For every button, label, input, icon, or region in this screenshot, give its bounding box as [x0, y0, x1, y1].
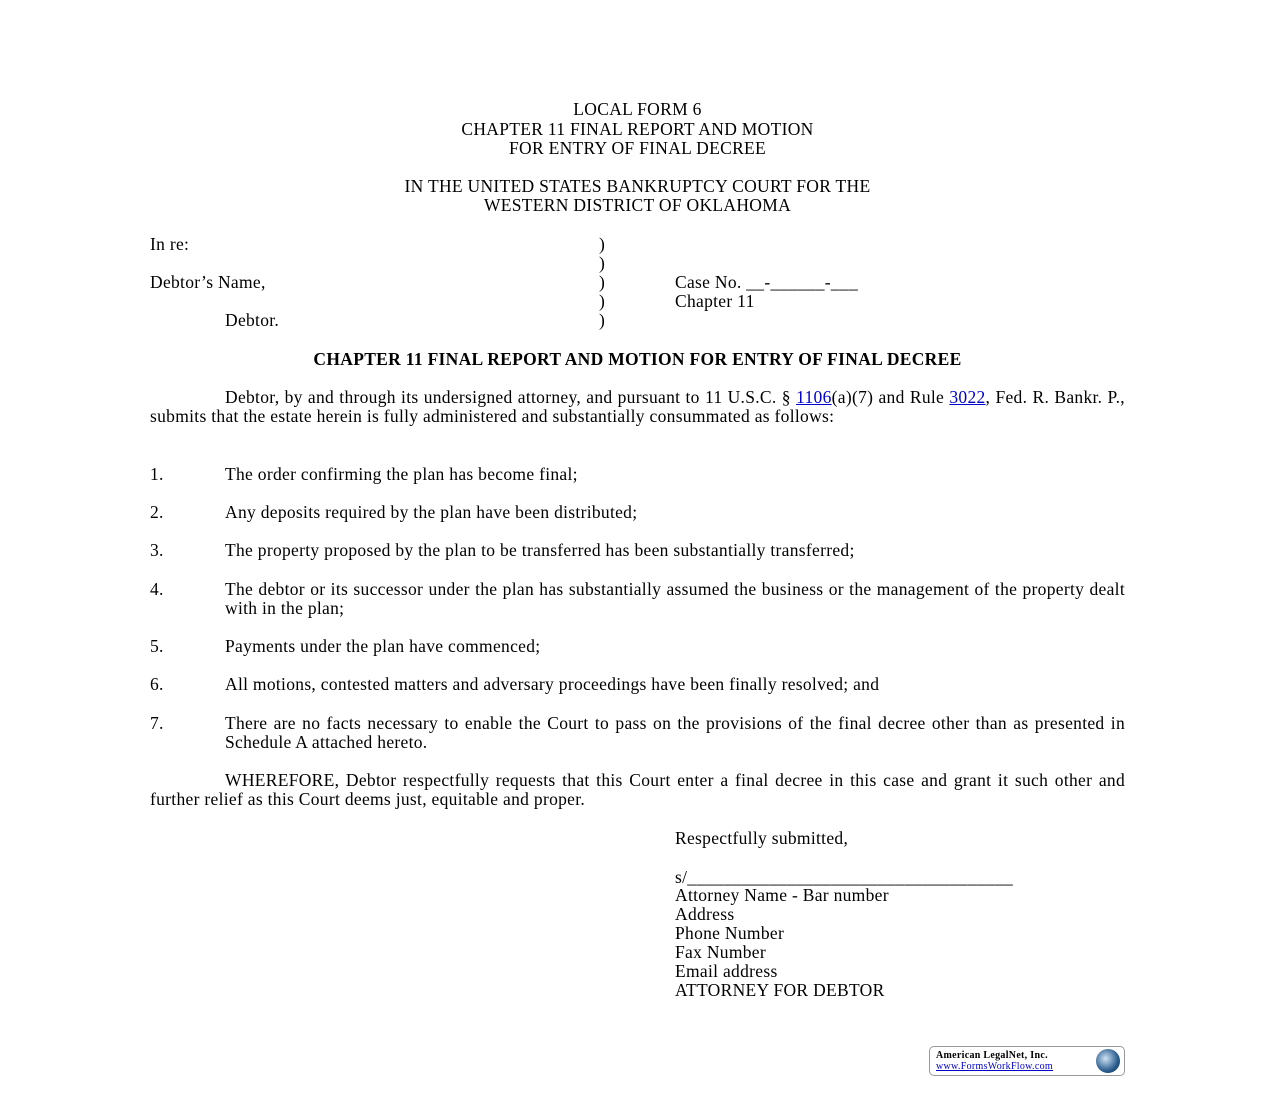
- item-text: The property proposed by the plan to be transferred has been substantially transferred;: [225, 540, 855, 560]
- attorney-address: Address: [675, 904, 735, 924]
- caption-paren: ): [599, 291, 606, 311]
- court-name: IN THE UNITED STATES BANKRUPTCY COURT FOR THE: [404, 176, 871, 196]
- rule-link-3022[interactable]: 3022: [949, 387, 986, 407]
- intro-paragraph: [150, 388, 1125, 426]
- form-title-line1: CHAPTER 11 FINAL REPORT AND MOTION: [461, 119, 814, 139]
- item-text: All motions, contested matters and adversary proceedings have been finally resolved; and: [225, 674, 880, 694]
- attorney-phone: Phone Number: [675, 923, 785, 943]
- item-text: Payments under the plan have commenced;: [225, 636, 541, 656]
- form-number: LOCAL FORM 6: [573, 99, 702, 119]
- logo-company: American LegalNet, Inc.: [936, 1050, 1048, 1061]
- american-legalnet-logo[interactable]: [929, 1046, 1125, 1076]
- caption-paren: ): [599, 234, 606, 254]
- statute-link-1106[interactable]: 1106: [796, 387, 832, 407]
- item-number: 4.: [150, 579, 164, 599]
- closing: Respectfully submitted,: [675, 828, 849, 848]
- item-number: 1.: [150, 464, 164, 484]
- item-number: 3.: [150, 540, 164, 560]
- form-title-line2: FOR ENTRY OF FINAL DECREE: [508, 138, 767, 158]
- item-number: 5.: [150, 636, 164, 656]
- court-district: WESTERN DISTRICT OF OKLAHOMA: [483, 195, 792, 215]
- attorney-name: Attorney Name - Bar number: [675, 885, 889, 905]
- in-re-label: In re:: [150, 234, 190, 254]
- caption-paren: ): [599, 253, 606, 273]
- intro-text: (a)(7) and Rule: [831, 387, 950, 407]
- item-text: Any deposits required by the plan have been distributed;: [225, 502, 638, 522]
- item-number: 7.: [150, 713, 164, 733]
- chapter-label: Chapter 11: [675, 291, 755, 311]
- item-text: There are no facts necessary to enable the Court to pass on the provisions of the final decree other than as presented in Schedule A attached hereto.: [225, 713, 1125, 752]
- wherefore-paragraph: WHEREFORE, Debtor respectfully requests that this Court enter a final decree in this case and grant it such other and further relief as this Court deems just, equitable and proper.: [150, 770, 1125, 809]
- attorney-role: ATTORNEY FOR DEBTOR: [675, 980, 885, 1000]
- attorney-email: Email address: [675, 961, 778, 981]
- intro-text: , Fed. R. Bankr. P., submits that the estate herein is fully administered and substantially consummated as follows:: [150, 387, 1125, 426]
- intro-text: Debtor, by and through its undersigned attorney, and pursuant to 11 U.S.C. §: [225, 387, 797, 407]
- item-number: 2.: [150, 502, 164, 522]
- case-number: Case No. __-______-___: [675, 272, 859, 292]
- motion-title: CHAPTER 11 FINAL REPORT AND MOTION FOR ENTRY OF FINAL DECREE: [313, 349, 962, 369]
- debtor-label: Debtor.: [225, 310, 280, 330]
- debtor-name-label: Debtor’s Name,: [150, 272, 266, 292]
- signature-line: s/____________________________________: [675, 867, 1014, 887]
- logo-url[interactable]: www.FormsWorkFlow.com: [936, 1061, 1053, 1072]
- item-text: The debtor or its successor under the plan has substantially assumed the business or the management of the property dealt with in the plan;: [225, 579, 1125, 618]
- globe-icon: [1096, 1049, 1120, 1073]
- item-number: 6.: [150, 674, 164, 694]
- caption-paren: ): [599, 310, 606, 330]
- item-text: The order confirming the plan has become final;: [225, 464, 578, 484]
- attorney-fax: Fax Number: [675, 942, 766, 962]
- caption-paren: ): [599, 272, 606, 292]
